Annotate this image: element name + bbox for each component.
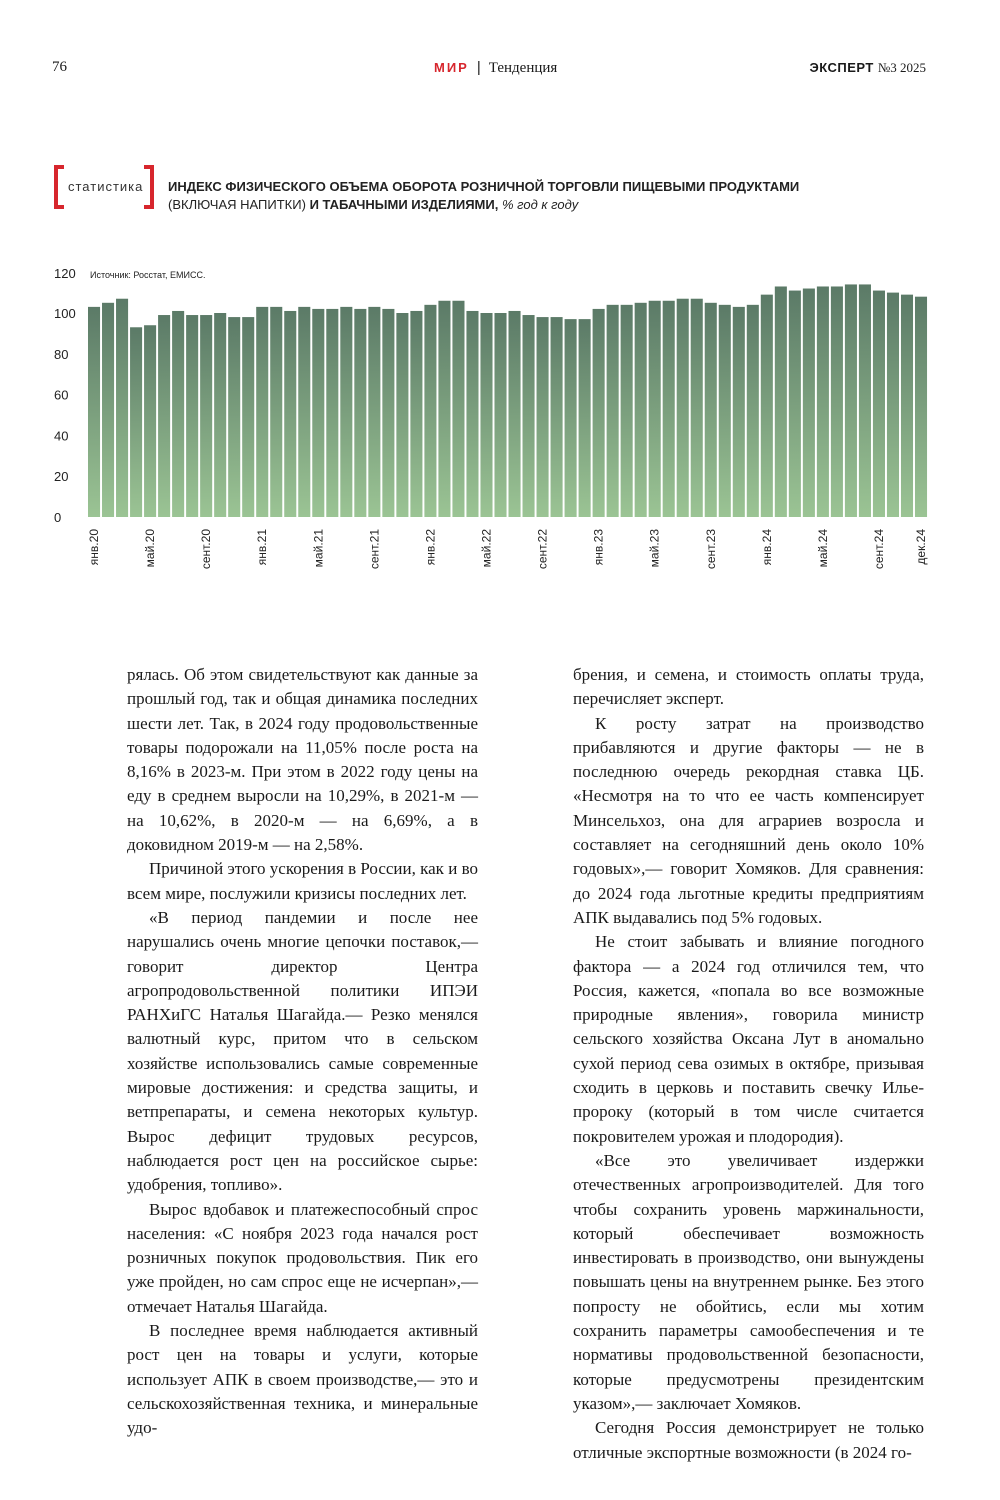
bar — [256, 307, 268, 517]
issue-number: №3 2025 — [877, 60, 926, 75]
chart-title-part-3: И ТАБАЧНЫМИ ИЗДЕЛИЯМИ, — [309, 197, 499, 212]
bar — [312, 309, 324, 517]
x-tick-label: сент.20 — [199, 529, 214, 570]
bar — [396, 313, 408, 517]
bar — [158, 315, 170, 517]
bar — [593, 309, 605, 517]
section-heading — [434, 59, 557, 77]
x-tick-label: янв.23 — [591, 529, 606, 566]
bar — [326, 309, 338, 517]
bar — [424, 305, 436, 517]
bar — [410, 311, 422, 517]
bar — [803, 289, 815, 517]
bar — [382, 309, 394, 517]
bar — [901, 295, 913, 517]
bar — [172, 311, 184, 517]
chart-title-part-2: (ВКЛЮЧАЯ НАПИТКИ) — [168, 197, 306, 212]
article-paragraph: В последнее время наблюдается активный рост цен на товары и услуги, которые использует АПК в своем производстве,— это и сельскохозяйственная техника, и минеральные удо- — [127, 1321, 478, 1438]
x-tick-label: май.20 — [143, 529, 158, 568]
bar — [368, 307, 380, 517]
statistics-label: статистика — [68, 179, 144, 194]
bar — [537, 317, 549, 517]
article-paragraph: «Все это увеличивает издержки отечественных агропроизводителей. Для того чтобы сохранить уровень маржинальности, который обеспечивает возможность инвестировать в производство, они вынуждены повышать цены на внутреннем рынке. Без этого попросту не обойтись, если мы хотим сохранить параметры самообеспечения и те нормативы продовольственной безопасности, которые предусмотрены президентским указом»,— заключает Хомяков. — [573, 1150, 924, 1413]
chart-title-unit: % год к году — [501, 197, 579, 212]
bar — [466, 311, 478, 517]
x-tick-label: май.24 — [815, 529, 830, 568]
y-tick-label: 100 — [54, 306, 76, 321]
bar — [761, 295, 773, 517]
bar — [214, 313, 226, 517]
bar — [747, 305, 759, 517]
bar — [340, 307, 352, 517]
bar — [719, 305, 731, 517]
right-bracket-decoration — [144, 165, 154, 209]
article-paragraph: К росту затрат на производство прибавляются и другие факторы — не в последнюю очередь рекордная ставка ЦБ. «Несмотря на то что ее часть компенсирует Минсельхоз, она для аграриев возросла и составляет на сегодняшний день около 10% годовых»,— говорит Хомяков. Для сравнения: до 2024 года льготные кредиты предприятиям АПК выдавались под 5% годовых. — [573, 713, 924, 927]
bar — [102, 303, 114, 517]
bar — [228, 317, 240, 517]
x-tick-label: янв.24 — [759, 529, 774, 566]
x-tick-label: янв.20 — [87, 529, 102, 566]
bar — [270, 307, 282, 517]
bar — [859, 284, 871, 517]
bar — [831, 286, 843, 517]
article-paragraph: Не стоит забывать и влияние погодного фактора — а 2024 год отличился тем, что Россия, кажется, «попала во все возможные природные явления», говорила министр сельского хозяйства Оксана Лут в аномально сухой период сева озимых в октябре, призывая сходить в церковь и поставить свечку Илье-пророку (который в том числе считается покровителем урожая и плодородия). — [573, 932, 924, 1146]
article-paragraph: Вырос вдобавок и платежеспособный спрос населения: «С ноября 2023 года начался рост розничных покупок продовольствия. Пик его уже пройден, но сам спрос еще не исчерпан»,— отмечает Наталья Шагайда. — [127, 1199, 478, 1316]
bar — [915, 297, 927, 517]
issue-info — [809, 60, 926, 76]
x-tick-label: май.21 — [311, 529, 326, 568]
page-header — [0, 57, 1000, 81]
y-tick-label: 80 — [54, 346, 69, 362]
rubric-separator: | — [476, 59, 481, 76]
x-tick-label: май.22 — [479, 529, 494, 568]
bar — [691, 299, 703, 517]
bar — [88, 307, 100, 517]
bar — [130, 327, 142, 517]
bar — [705, 303, 717, 517]
topic-label: Тенденция — [488, 60, 558, 76]
chart-header — [54, 165, 934, 215]
x-tick-label: сент.23 — [703, 529, 718, 570]
bar — [242, 317, 254, 517]
chart-title-part-1: ИНДЕКС ФИЗИЧЕСКОГО ОБЪЕМА ОБОРОТА РОЗНИЧНОЙ ТОРГОВЛИ ПИЩЕВЫМИ ПРОДУКТАМИ — [168, 179, 800, 194]
article-paragraph: Сегодня Россия демонстрирует не только отличные экспортные возможности (в 2024 го- — [573, 1418, 924, 1462]
chart-source-note: Источник: Росстат, ЕМИСС. — [90, 270, 206, 280]
x-tick-label: май.23 — [647, 529, 662, 568]
bar — [607, 305, 619, 517]
bar — [565, 319, 577, 517]
article-column-2 — [573, 663, 924, 1465]
y-tick-label: 20 — [54, 469, 69, 485]
bar — [116, 299, 128, 517]
y-tick-label: 60 — [54, 387, 69, 403]
bar — [677, 299, 689, 517]
article-column-1 — [127, 663, 478, 1441]
bar — [523, 315, 535, 517]
bar — [579, 319, 591, 517]
bar — [887, 293, 899, 517]
bar — [354, 309, 366, 517]
bar — [298, 307, 310, 517]
left-bracket-decoration — [54, 165, 64, 209]
article-paragraph: Причиной этого ускорения в России, как и во всем мире, послужили кризисы последних лет. — [127, 859, 478, 903]
magazine-name: ЭКСПЕРТ — [809, 60, 874, 75]
bar — [621, 305, 633, 517]
bar — [438, 301, 450, 517]
bar — [663, 301, 675, 517]
bar — [635, 303, 647, 517]
x-tick-label: янв.22 — [423, 529, 438, 566]
bar — [789, 291, 801, 517]
retail-index-bar-chart — [40, 262, 940, 607]
bar — [200, 315, 212, 517]
bar — [649, 301, 661, 517]
chart-title — [168, 178, 928, 214]
bar — [284, 311, 296, 517]
article-paragraph: рялась. Об этом свидетельствуют как данные за прошлый год, так и общая динамика последних шести лет. Так, в 2024 году продовольственные товары подорожали на 11,05% после роста на 8,16% в 2023-м. При этом в 2022 году цены на еду в среднем выросли на 10,29%, в 2021-м — на 10,62%, в 2020-м — на 6,69%, а в доковидном 2019-м — на 2,58%. — [127, 665, 478, 855]
x-tick-label: янв.21 — [255, 529, 270, 566]
bar — [775, 286, 787, 517]
x-tick-label: сент.21 — [367, 529, 382, 570]
bar — [144, 325, 156, 517]
bar — [845, 284, 857, 517]
bar — [509, 311, 521, 517]
y-tick-label: 40 — [54, 428, 69, 444]
y-tick-label: 120 — [54, 266, 76, 281]
x-tick-label: сент.24 — [871, 529, 886, 570]
bar — [873, 291, 885, 517]
bar — [494, 313, 506, 517]
bar — [817, 286, 829, 517]
bar — [733, 307, 745, 517]
bar — [452, 301, 464, 517]
bar — [186, 315, 198, 517]
x-tick-label: дек.24 — [914, 529, 929, 565]
y-tick-label: 0 — [54, 510, 62, 525]
rubric-label: МИР — [434, 60, 469, 75]
page-number: 76 — [52, 59, 67, 75]
x-tick-label: сент.22 — [535, 529, 550, 570]
bar — [551, 317, 563, 517]
bar — [480, 313, 492, 517]
article-paragraph: «В период пандемии и после нее нарушались очень многие цепочки поставок,— говорит директор Центра агропродовольственной политики ИПЭИ РАНХиГС Наталья Шагайда.— Резко менялся валютный курс, притом что в сельском хозяйстве использовались самые современные мировые достижения: и средства защиты, и ветпрепараты, и семена некоторых культур. Вырос дефицит трудовых ресурсов, наблюдается рост цен на российское сырье: удобрения, топливо». — [127, 907, 478, 1195]
article-paragraph: брения, и семена, и стоимость оплаты труда, перечисляет эксперт. — [573, 665, 924, 709]
